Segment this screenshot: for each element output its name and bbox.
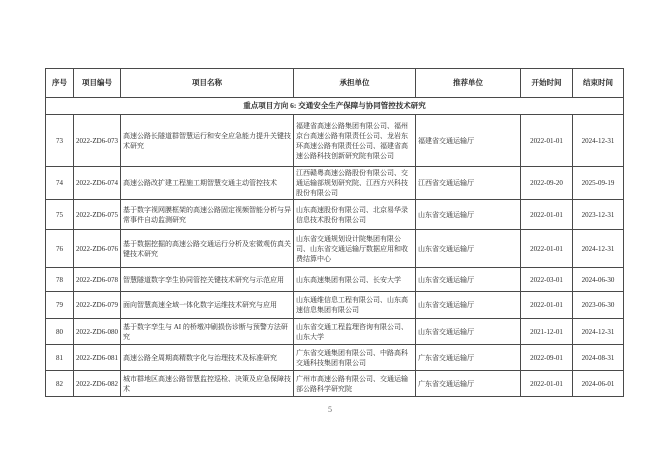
cell-org: 山东省交通规划设计院集团有限公司、山东省交通运输厅数据应用和收费结算中心 <box>294 230 416 268</box>
table-row <box>46 167 624 200</box>
cell-end: 2023-12-31 <box>573 200 624 230</box>
table-row <box>46 230 624 268</box>
header-code: 项目编号 <box>74 69 121 98</box>
cell-org: 江西赣粤高速公路股份有限公司、交通运输部规划研究院、江西方兴科技股份有限公司 <box>294 167 416 200</box>
header-org: 承担单位 <box>294 69 416 98</box>
cell-no: 74 <box>46 167 74 200</box>
cell-org: 山东通维信息工程有限公司、山东高速信息集团有限公司 <box>294 292 416 319</box>
table-row <box>46 371 624 397</box>
table-row <box>46 115 624 167</box>
cell-rec: 山东省交通运输厅 <box>416 292 521 319</box>
cell-code: 2022-ZD6-074 <box>74 167 121 200</box>
page-number: 5 <box>328 405 332 414</box>
cell-rec: 山东省交通运输厅 <box>416 200 521 230</box>
table-header-row <box>46 69 624 98</box>
cell-start: 2022-01-01 <box>521 292 573 319</box>
cell-org: 福建省高速公路集团有限公司、福州京台高速公路有限责任公司、龙岩东环高速公路有限责任公司、福建省高速公路科技创新研究院有限公司 <box>294 115 416 167</box>
cell-rec: 福建省交通运输厅 <box>416 115 521 167</box>
cell-code: 2022-ZD6-079 <box>74 292 121 319</box>
cell-no: 75 <box>46 200 74 230</box>
cell-start: 2022-01-01 <box>521 371 573 397</box>
cell-rec: 广东省交通运输厅 <box>416 371 521 397</box>
table-row <box>46 200 624 230</box>
cell-org: 山东省交通工程监理咨询有限公司、山东大学 <box>294 319 416 345</box>
table-row <box>46 268 624 292</box>
cell-no: 81 <box>46 345 74 371</box>
table-row <box>46 319 624 345</box>
cell-end: 2024-06-30 <box>573 268 624 292</box>
cell-code: 2022-ZD6-078 <box>74 268 121 292</box>
cell-end: 2023-06-30 <box>573 292 624 319</box>
cell-start: 2022-03-01 <box>521 268 573 292</box>
cell-end: 2024-12-31 <box>573 319 624 345</box>
cell-org: 山东高速集团有限公司、长安大学 <box>294 268 416 292</box>
cell-no: 78 <box>46 268 74 292</box>
cell-end: 2024-12-31 <box>573 115 624 167</box>
table-row <box>46 292 624 319</box>
cell-code: 2022-ZD6-082 <box>74 371 121 397</box>
cell-code: 2022-ZD6-081 <box>74 345 121 371</box>
cell-end: 2025-09-19 <box>573 167 624 200</box>
cell-end: 2024-08-31 <box>573 345 624 371</box>
cell-rec: 广东省交通运输厅 <box>416 345 521 371</box>
header-end: 结束时间 <box>573 69 624 98</box>
cell-start: 2021-12-01 <box>521 319 573 345</box>
header-start: 开始时间 <box>521 69 573 98</box>
cell-name: 高速公路长隧道群智慧运行和安全应急能力提升关键技术研究 <box>121 115 294 167</box>
section-title: 重点项目方向 6: 交通安全生产保障与协同管控技术研究 <box>46 98 624 115</box>
cell-rec: 江西省交通运输厅 <box>416 167 521 200</box>
cell-name: 面向智慧高速全域一体化数字运维技术研究与应用 <box>121 292 294 319</box>
cell-start: 2022-09-01 <box>521 345 573 371</box>
cell-name: 基于数字孪生与 AI 的桥墩冲刷损伤诊断与预警方法研究 <box>121 319 294 345</box>
cell-name: 智慧隧道数字孪生协同管控关键技术研究与示范应用 <box>121 268 294 292</box>
header-name: 项目名称 <box>121 69 294 98</box>
table-row <box>46 345 624 371</box>
cell-code: 2022-ZD6-080 <box>74 319 121 345</box>
cell-name: 高速公路改扩建工程施工期智慧交通主动管控技术 <box>121 167 294 200</box>
cell-code: 2022-ZD6-073 <box>74 115 121 167</box>
cell-name: 基于数字视网膜框架的高速公路固定视频智能分析与异常事件自动监测研究 <box>121 200 294 230</box>
cell-rec: 山东省交通运输厅 <box>416 230 521 268</box>
cell-rec: 山东省交通运输厅 <box>416 268 521 292</box>
cell-no: 80 <box>46 319 74 345</box>
cell-no: 79 <box>46 292 74 319</box>
header-rec: 推荐单位 <box>416 69 521 98</box>
cell-code: 2022-ZD6-076 <box>74 230 121 268</box>
projects-table <box>45 68 624 397</box>
cell-name: 高速公路全周期高精数字化与治理技术及标准研究 <box>121 345 294 371</box>
cell-rec: 山东省交通运输厅 <box>416 319 521 345</box>
cell-org: 广州市高速公路有限公司、交通运输部公路科学研究院 <box>294 371 416 397</box>
cell-no: 73 <box>46 115 74 167</box>
cell-org: 广东省交通集团有限公司、中路高科交通科技集团有限公司 <box>294 345 416 371</box>
cell-no: 82 <box>46 371 74 397</box>
section-title-row <box>46 98 624 115</box>
cell-start: 2022-01-01 <box>521 230 573 268</box>
cell-no: 76 <box>46 230 74 268</box>
cell-start: 2022-09-20 <box>521 167 573 200</box>
cell-name: 城市群地区高速公路智慧监控巡检、决策及应急保障技术 <box>121 371 294 397</box>
cell-org: 山东高速股份有限公司、北京易华录信息技术股份有限公司 <box>294 200 416 230</box>
cell-code: 2022-ZD6-075 <box>74 200 121 230</box>
cell-start: 2022-01-01 <box>521 115 573 167</box>
cell-start: 2022-01-01 <box>521 200 573 230</box>
cell-end: 2024-12-31 <box>573 230 624 268</box>
header-no: 序号 <box>46 69 74 98</box>
cell-name: 基于数据挖掘的高速公路交通运行分析及宏微观仿真关键技术研究 <box>121 230 294 268</box>
cell-end: 2024-06-01 <box>573 371 624 397</box>
